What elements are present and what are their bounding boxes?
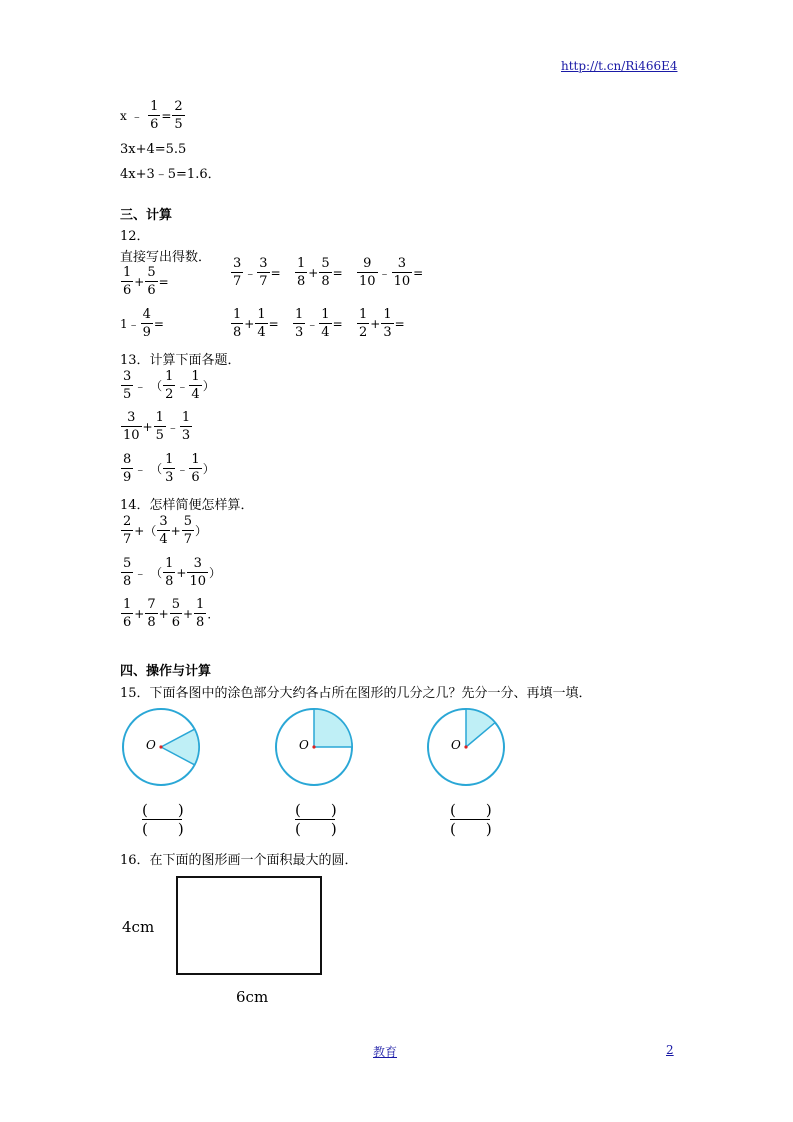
q12-expr: 1﹣ $\frac{4}{9}$ = <box>120 307 164 340</box>
fraction: $\frac{2}{5}$ <box>174 99 183 132</box>
q14-title: 14．怎样简便怎样算． <box>120 498 254 513</box>
equation-1: x ﹣ $\frac{1}{6}$ = $\frac{2}{5}$ <box>120 99 183 132</box>
page-number[interactable]: 2 <box>666 1043 674 1057</box>
q13-expr-1: $\frac{3}{5}$ ﹣ （ $\frac{1}{2}$ ﹣ $\frac{1}{4}$ ） <box>123 369 215 402</box>
q12-expr: $\frac{1}{3}$ ﹣ $\frac{1}{4}$ = <box>295 307 343 340</box>
equation-2: 3x+4=5.5 <box>120 142 187 157</box>
center-dot <box>312 745 315 748</box>
q14-expr-3: $\frac{1}{6}$ + $\frac{7}{8}$ + $\frac{5}{6}$ + $\frac{1}{8}$ ． <box>123 597 220 630</box>
q16-title: 16．在下面的图形画一个面积最大的圆． <box>120 853 358 868</box>
circle-center-label: O <box>146 738 156 752</box>
q15-circles-figure <box>100 700 540 800</box>
q12-expr: $\frac{1}{8}$ + $\frac{1}{4}$ = <box>233 307 279 340</box>
circle-group <box>123 709 504 785</box>
circle-center-label: O <box>299 738 309 752</box>
circle-center-label: O <box>451 738 461 752</box>
q13-title: 13．计算下面各题． <box>120 353 241 368</box>
width-label: 6cm <box>236 988 269 1006</box>
q13-expr-2: $\frac{3}{10}$ + $\frac{1}{5}$ ﹣ $\frac{1}{3}$ <box>123 410 191 443</box>
footer-link[interactable]: 教育 <box>373 1045 398 1059</box>
q12-expr: $\frac{9}{10}$ ﹣ $\frac{3}{10}$ = <box>359 256 424 289</box>
q13-expr-3: $\frac{8}{9}$ ﹣ （ $\frac{1}{3}$ ﹣ $\frac{1}{6}$ ） <box>123 452 215 485</box>
center-dot <box>159 745 162 748</box>
q12-number: 12． <box>120 229 150 244</box>
answer-fraction-2[interactable]: ( ) ( ) <box>295 801 337 838</box>
q14-expr-2: $\frac{5}{8}$ ﹣ （ $\frac{1}{8}$ + $\frac{3}{10}$ ） <box>123 556 222 589</box>
q12-expr: $\frac{3}{7}$ ﹣ $\frac{3}{7}$ = <box>233 256 281 289</box>
q12-expr: $\frac{1}{2}$ + $\frac{1}{3}$ = <box>359 307 405 340</box>
fraction: $\frac{1}{6}$ <box>150 99 159 132</box>
q15-title: 15．下面各图中的涂色部分大约各占所在图形的几分之几？先分一分、再填一填． <box>120 686 592 701</box>
shaded-sector <box>314 709 352 747</box>
height-label: 4cm <box>122 918 155 936</box>
rectangle[interactable] <box>176 876 322 975</box>
q14-expr-1: $\frac{2}{7}$ +（ $\frac{3}{4}$ + $\frac{5}{7}$ ） <box>123 514 207 547</box>
center-dot <box>464 745 467 748</box>
q12-expr: $\frac{1}{6}$ + $\frac{5}{6}$ = <box>123 265 169 298</box>
header-url-link[interactable]: http://t.cn/Ri466E4 <box>561 59 678 73</box>
q12-expr: $\frac{1}{8}$ + $\frac{5}{8}$ = <box>297 256 343 289</box>
answer-fraction-3[interactable]: ( ) ( ) <box>450 801 492 838</box>
answer-fraction-1[interactable]: ( ) ( ) <box>142 801 184 838</box>
section-3-title: 三、计算 <box>120 208 173 223</box>
equation-3: 4x+3﹣5=1.6． <box>120 167 221 182</box>
q12-instruction: 直接写出得数． <box>120 250 212 265</box>
section-4-title: 四、操作与计算 <box>120 664 212 679</box>
